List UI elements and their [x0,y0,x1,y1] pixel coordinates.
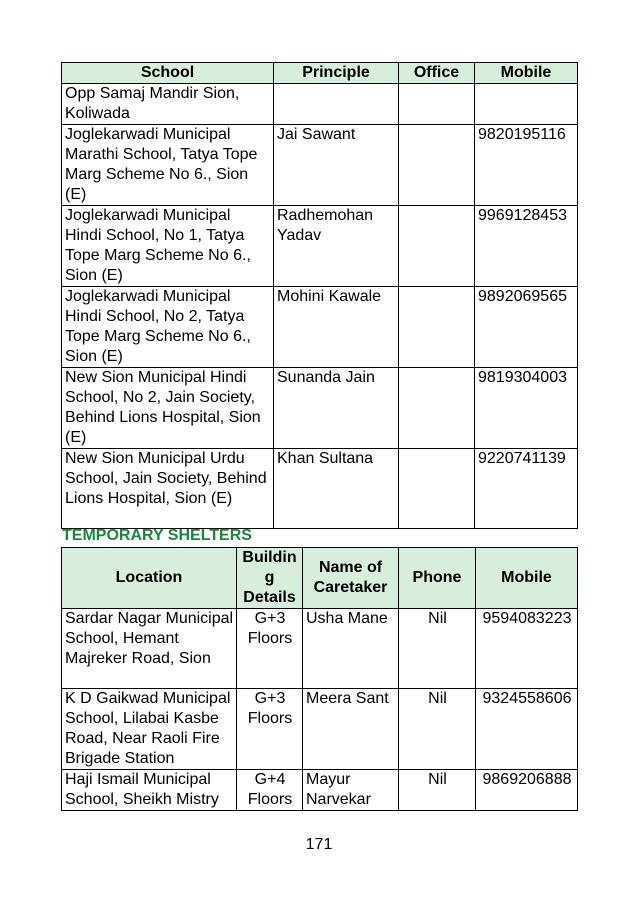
cell-principle: Sunanda Jain [274,368,399,449]
cell-principle: Radhemohan Yadav [274,206,399,287]
schools-header-row [62,63,578,84]
header-office: Office [399,63,475,84]
header-mobile: Mobile [475,63,578,84]
cell-mobile: 9819304003 [475,368,578,449]
section-heading: TEMPORARY SHELTERS [62,527,252,544]
header-principle: Principle [274,63,399,84]
cell-school: New Sion Municipal Hindi School, No 2, Jain Society, Behind Lions Hospital, Sion (E) [62,368,274,449]
table-row [62,689,578,770]
cell-location: Haji Ismail Municipal School, Sheikh Mistry [62,770,237,811]
cell-office [399,206,475,287]
header-location: Location [62,548,237,609]
table-row [62,125,578,206]
schools-table [61,62,578,529]
cell-mobile: 9969128453 [475,206,578,287]
header-school: School [62,63,274,84]
cell-phone: Nil [399,609,476,689]
cell-school: New Sion Municipal Urdu School, Jain Society, Behind Lions Hospital, Sion (E) [62,449,274,529]
cell-mobile: 9324558606 [476,689,578,770]
cell-school: Joglekarwadi Municipal Hindi School, No 1, Tatya Tope Marg Scheme No 6., Sion (E) [62,206,274,287]
table-row [62,84,578,125]
cell-mobile: 9594083223 [476,609,578,689]
cell-school: Joglekarwadi Municipal Marathi School, Tatya Tope Marg Scheme No 6., Sion (E) [62,125,274,206]
cell-mobile: 9820195116 [475,125,578,206]
cell-office [399,125,475,206]
table-row [62,770,578,811]
cell-caretaker: Meera Sant [303,689,399,770]
page-number: 171 [305,836,333,853]
table-row [62,609,578,689]
cell-office [399,449,475,529]
cell-location: K D Gaikwad Municipal School, Lilabai Kasbe Road, Near Raoli Fire Brigade Station [62,689,237,770]
shelters-header-row [62,548,578,609]
header-building-details: Building Details [237,548,303,609]
cell-caretaker: Usha Mane [303,609,399,689]
cell-building: G+3 Floors [237,609,303,689]
header-mobile: Mobile [476,548,578,609]
cell-principle [274,84,399,125]
cell-office [399,287,475,368]
cell-location: Sardar Nagar Municipal School, Hemant Majreker Road, Sion [62,609,237,689]
cell-mobile: 9220741139 [475,449,578,529]
cell-school: Joglekarwadi Municipal Hindi School, No 2, Tatya Tope Marg Scheme No 6., Sion (E) [62,287,274,368]
cell-principle: Mohini Kawale [274,287,399,368]
header-phone: Phone [399,548,476,609]
cell-office [399,368,475,449]
cell-phone: Nil [399,770,476,811]
table-row [62,368,578,449]
cell-caretaker: Mayur Narvekar [303,770,399,811]
cell-mobile: 9869206888 [476,770,578,811]
cell-school: Opp Samaj Mandir Sion, Koliwada [62,84,274,125]
header-caretaker: Name of Caretaker [303,548,399,609]
cell-mobile: 9892069565 [475,287,578,368]
table-row [62,449,578,529]
cell-phone: Nil [399,689,476,770]
table-row [62,206,578,287]
shelters-table [61,547,578,811]
cell-office [399,84,475,125]
cell-principle: Khan Sultana [274,449,399,529]
cell-mobile [475,84,578,125]
cell-building: G+4 Floors [237,770,303,811]
cell-principle: Jai Sawant [274,125,399,206]
table-row [62,287,578,368]
cell-building: G+3 Floors [237,689,303,770]
